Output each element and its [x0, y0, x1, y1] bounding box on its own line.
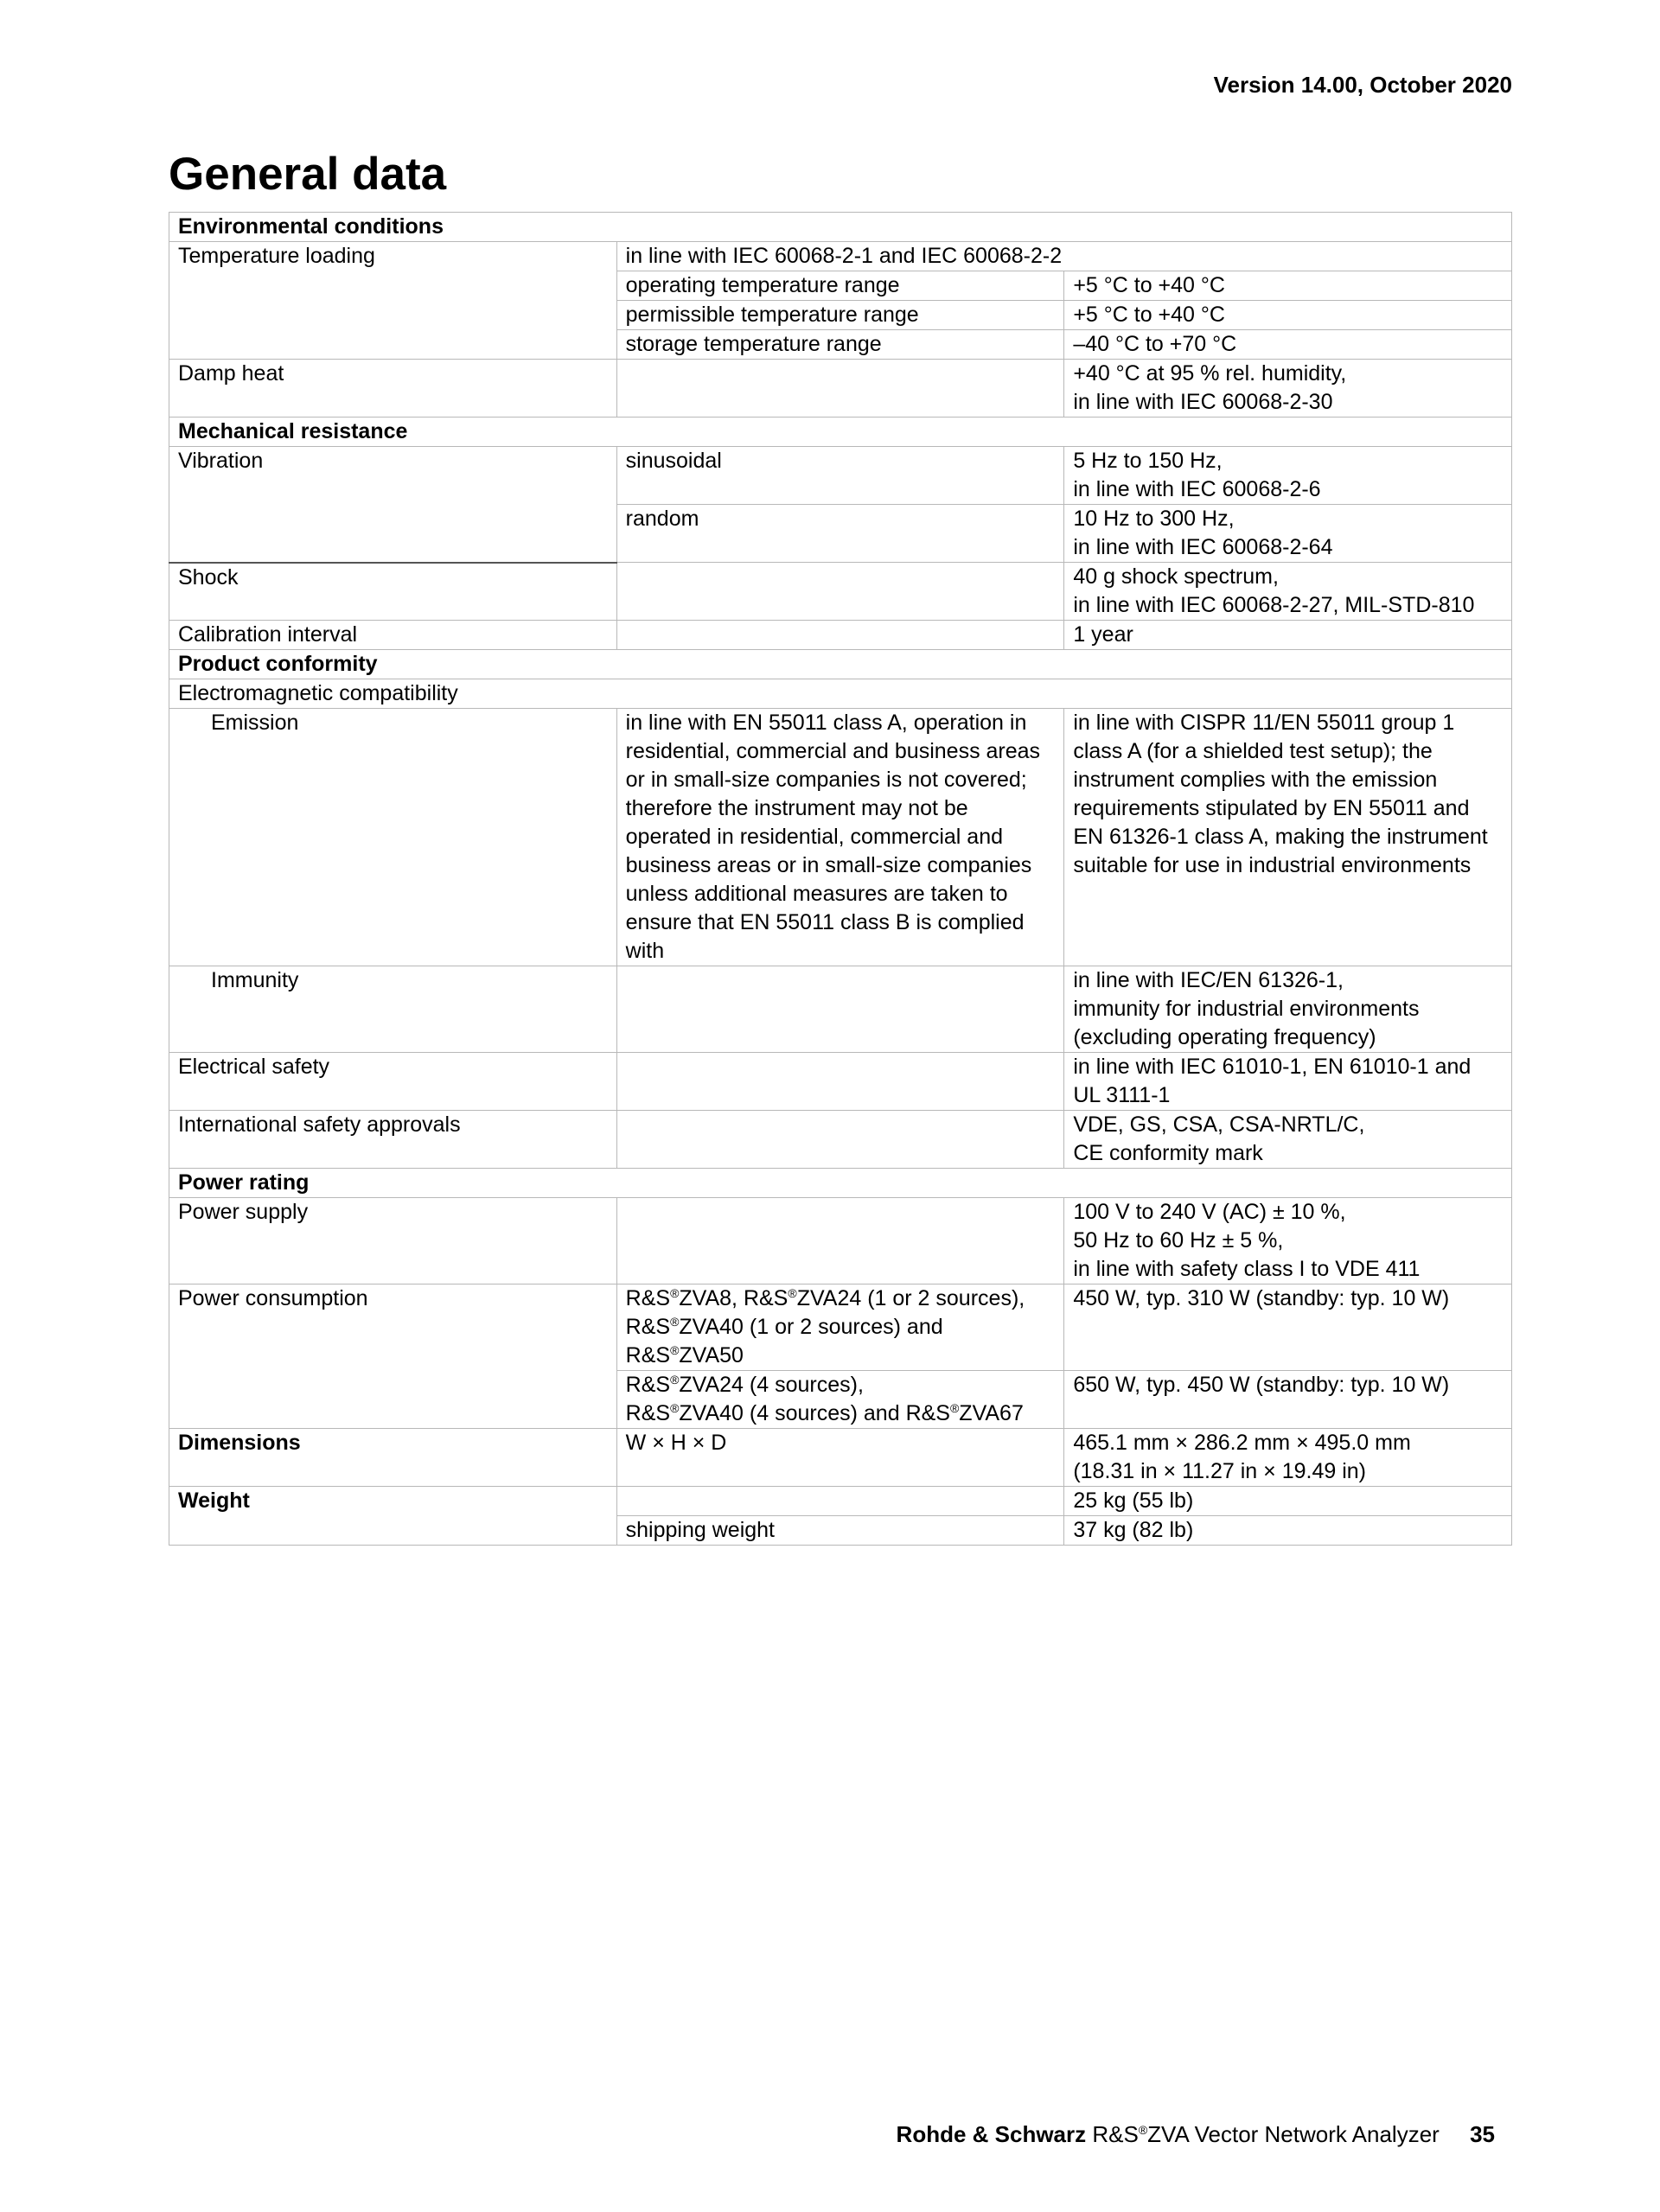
table-row [169, 650, 1512, 679]
table-row [169, 709, 1512, 966]
row-label: Immunity [169, 966, 617, 1053]
row-value: in line with CISPR 11/EN 55011 group 1 class A (for a shielded test setup); the instrument complies with the emission requirements stipulated by EN 55011 and EN 61326-1 class A, making the instrument suitable for use in industrial environments [1064, 709, 1512, 966]
row-value: in line with IEC/EN 61326-1, immunity for industrial environments (excluding operating frequency) [1064, 966, 1512, 1053]
row-value: VDE, GS, CSA, CSA-NRTL/C, CE conformity mark [1064, 1111, 1512, 1169]
row-value: 450 W, typ. 310 W (standby: typ. 10 W) [1064, 1284, 1512, 1371]
row-label: Shock [169, 563, 617, 621]
table-row [169, 301, 1512, 330]
row-label: Calibration interval [169, 621, 617, 650]
table-row [169, 1487, 1512, 1516]
table-row [169, 966, 1512, 1053]
row-value: +5 °C to +40 °C [1064, 301, 1512, 330]
table-row [169, 1053, 1512, 1111]
table-row [169, 242, 1512, 271]
row-value: 465.1 mm × 286.2 mm × 495.0 mm (18.31 in × 11.27 in × 19.49 in) [1064, 1429, 1512, 1487]
row-label: Emission [169, 709, 617, 966]
page-title: General data [169, 149, 447, 200]
row-value: in line with IEC 61010-1, EN 61010-1 and UL 3111-1 [1064, 1053, 1512, 1111]
row-value: 650 W, typ. 450 W (standby: typ. 10 W) [1064, 1371, 1512, 1429]
row-label: Damp heat [169, 360, 617, 418]
row-label: Vibration [169, 447, 617, 505]
document-version: Version 14.00, October 2020 [1213, 72, 1512, 98]
row-sublabel: R&S®ZVA24 (4 sources), R&S®ZVA40 (4 sources) and R&S®ZVA67 [616, 1371, 1064, 1429]
row-label: Electromagnetic compatibility [169, 679, 1512, 709]
table-row [169, 1111, 1512, 1169]
section-heading: Environmental conditions [169, 213, 1512, 242]
table-row [169, 271, 1512, 301]
row-note: in line with EN 55011 class A, operation in residential, commercial and business areas or in small-size companies is not covered; therefore the instrument may not be operated in residential, commercial and business areas or in small-size companies unless additional measures are taken to ensure that EN 55011 class B is complied with [616, 709, 1064, 966]
row-label: Power supply [169, 1198, 617, 1284]
row-sublabel: permissible temperature range [616, 301, 1064, 330]
row-sublabel: storage temperature range [616, 330, 1064, 360]
row-sublabel: shipping weight [616, 1516, 1064, 1546]
row-sublabel: operating temperature range [616, 271, 1064, 301]
table-row [169, 213, 1512, 242]
footer-product: R&S®ZVA Vector Network Analyzer [1092, 2121, 1440, 2147]
row-value: +5 °C to +40 °C [1064, 271, 1512, 301]
row-value: 10 Hz to 300 Hz, in line with IEC 60068-2-64 [1064, 505, 1512, 563]
section-heading: Mechanical resistance [169, 418, 1512, 447]
row-note: in line with IEC 60068-2-1 and IEC 60068-2-2 [616, 242, 1511, 271]
row-label: International safety approvals [169, 1111, 617, 1169]
table-row [169, 505, 1512, 563]
table-row [169, 679, 1512, 709]
table-row [169, 1198, 1512, 1284]
table-row [169, 1516, 1512, 1546]
table-row [169, 360, 1512, 418]
table-row [169, 1169, 1512, 1198]
general-data-table [169, 212, 1512, 1546]
section-heading: Power rating [169, 1169, 1512, 1198]
table-row [169, 1284, 1512, 1371]
row-sublabel: sinusoidal [616, 447, 1064, 505]
row-label: Weight [169, 1487, 617, 1516]
row-value: 40 g shock spectrum, in line with IEC 60068-2-27, MIL-STD-810 [1064, 563, 1512, 621]
table-row [169, 563, 1512, 621]
table-row [169, 621, 1512, 650]
row-value: 25 kg (55 lb) [1064, 1487, 1512, 1516]
row-label: Temperature loading [169, 242, 617, 271]
table-row [169, 447, 1512, 505]
row-sublabel: W × H × D [616, 1429, 1064, 1487]
page-footer [897, 2121, 1495, 2148]
table-row [169, 330, 1512, 360]
page-number: 35 [1470, 2121, 1495, 2147]
table-row [169, 418, 1512, 447]
row-value: –40 °C to +70 °C [1064, 330, 1512, 360]
row-value: 1 year [1064, 621, 1512, 650]
row-value: 37 kg (82 lb) [1064, 1516, 1512, 1546]
row-value: 5 Hz to 150 Hz, in line with IEC 60068-2-6 [1064, 447, 1512, 505]
table-row [169, 1429, 1512, 1487]
table-row [169, 1371, 1512, 1429]
row-label: Electrical safety [169, 1053, 617, 1111]
row-value: 100 V to 240 V (AC) ± 10 %, 50 Hz to 60 Hz ± 5 %, in line with safety class I to VDE 411 [1064, 1198, 1512, 1284]
row-sublabel: random [616, 505, 1064, 563]
row-label: Dimensions [169, 1429, 617, 1487]
row-value: +40 °C at 95 % rel. humidity, in line with IEC 60068-2-30 [1064, 360, 1512, 418]
row-sublabel: R&S®ZVA8, R&S®ZVA24 (1 or 2 sources), R&S®ZVA40 (1 or 2 sources) and R&S®ZVA50 [616, 1284, 1064, 1371]
row-label: Power consumption [169, 1284, 617, 1371]
footer-company: Rohde & Schwarz [896, 2121, 1087, 2147]
section-heading: Product conformity [169, 650, 1512, 679]
